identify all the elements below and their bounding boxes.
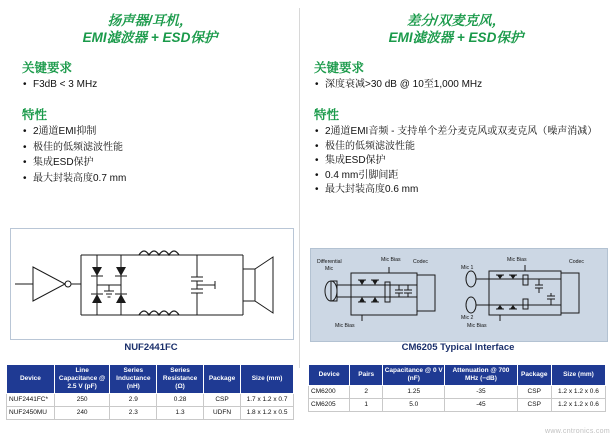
list-item: • 0.4 mm引脚间距: [314, 169, 604, 183]
cell-pairs: 2: [350, 386, 383, 399]
th-pairs: Pairs: [350, 365, 383, 386]
label-mic-bias-bottom: Mic Bias: [335, 323, 355, 329]
right-title: [300, 12, 612, 46]
cell-size: 1.2 x 1.2 x 0.6: [551, 399, 605, 412]
label-mic1: Mic 1: [461, 265, 474, 271]
cell-package: UDFN: [203, 407, 240, 420]
th-package: Package: [203, 365, 240, 394]
right-parameters-table: [308, 364, 606, 412]
left-key-heading: 关键要求: [22, 61, 73, 75]
th-series-resistance: Series Resistance (Ω): [157, 365, 204, 394]
th-size: Size (mm): [241, 365, 294, 394]
table-header-row: [309, 365, 606, 386]
right-key-requirements: [314, 58, 609, 94]
right-column: [300, 0, 612, 436]
th-capacitance: Capacitance @ 0 V (nF): [383, 365, 445, 386]
cell-series-inductance: 2.3: [110, 407, 157, 420]
th-device: Device: [309, 365, 350, 386]
right-diagram-caption: CM6205 Typical Interface: [401, 342, 515, 353]
cell-package: CSP: [517, 386, 551, 399]
th-device: Device: [7, 365, 55, 394]
right-features: [314, 105, 604, 198]
cell-device: NUF2441FC*: [7, 394, 55, 407]
label-mic2: Mic 2: [461, 315, 474, 321]
table-row: [7, 407, 294, 420]
nuf2441fc-schematic-svg: [11, 229, 291, 337]
cell-size: 1.7 x 1.2 x 0.7: [241, 394, 294, 407]
left-key-list: [22, 78, 292, 93]
label-mic-bias-top-2: Mic Bias: [507, 257, 527, 263]
th-size: Size (mm): [551, 365, 605, 386]
cell-line-capacitance: 250: [54, 394, 110, 407]
list-item: • 极佳的低频滤波性能: [22, 141, 292, 156]
left-column: [0, 0, 300, 436]
cell-device: CM6205: [309, 399, 350, 412]
list-item: • 最大封装高度0.6 mm: [314, 183, 604, 197]
left-parameters-table: [6, 364, 294, 420]
label-mic-bias-top: Mic Bias: [381, 257, 401, 263]
right-title-line2: EMI滤波器 + ESD保护: [388, 30, 524, 45]
cell-size: 1.2 x 1.2 x 0.6: [551, 386, 605, 399]
left-table-wrap: [6, 364, 294, 420]
right-feature-list: [314, 125, 604, 197]
table-row: [7, 394, 294, 407]
list-item: • 集成ESD保护: [22, 156, 292, 171]
left-title-line2: EMI滤波器 + ESD保护: [82, 30, 218, 45]
th-series-inductance: Series Inductance (nH): [110, 365, 157, 394]
cell-series-inductance: 2.9: [110, 394, 157, 407]
label-differential-mic-line1: Differential: [317, 259, 342, 265]
left-features: [22, 105, 292, 187]
cm6205-interface-svg: [311, 249, 605, 339]
cell-attenuation: -35: [445, 386, 517, 399]
list-item: • 最大封装高度0.7 mm: [22, 172, 292, 187]
cell-series-resistance: 1.3: [157, 407, 204, 420]
label-codec-left: Codec: [413, 259, 428, 265]
right-feature-heading: 特性: [314, 108, 340, 122]
cell-device: NUF2450MU: [7, 407, 55, 420]
left-feature-heading: 特性: [22, 108, 48, 122]
label-codec-right: Codec: [569, 259, 584, 265]
list-item: • 集成ESD保护: [314, 154, 604, 168]
list-item: • 2通道EMI音频 - 支持单个差分麦克风或双麦克风（噪声消减）: [314, 125, 604, 139]
left-title-line1: 扬声器/耳机，: [107, 13, 193, 28]
cell-capacitance: 5.0: [383, 399, 445, 412]
table-header-row: [7, 365, 294, 394]
th-line-capacitance: Line Capacitance @ 2.5 V (pF): [54, 365, 110, 394]
cell-pairs: 1: [350, 399, 383, 412]
left-part-name: NUF2441FC: [124, 342, 178, 353]
th-attenuation: Attenuation @ 700 MHz (−dB): [445, 365, 517, 386]
cell-attenuation: -45: [445, 399, 517, 412]
label-mic-bias-bottom-2: Mic Bias: [467, 323, 487, 329]
left-title: [0, 12, 300, 46]
watermark: www.cntronics.com: [544, 428, 610, 435]
cell-size: 1.8 x 1.2 x 0.5: [241, 407, 294, 420]
right-schematic: [310, 248, 608, 342]
left-key-requirements: [22, 58, 292, 94]
right-table-wrap: [308, 364, 606, 412]
right-title-line1: 差分/双麦克风，: [406, 13, 506, 28]
cell-device: CM6200: [309, 386, 350, 399]
list-item: • 深度衰减>30 dB @ 10至1,000 MHz: [314, 78, 609, 93]
cell-line-capacitance: 240: [54, 407, 110, 420]
cell-package: CSP: [517, 399, 551, 412]
table-row: [309, 399, 606, 412]
table-row: [309, 386, 606, 399]
right-key-list: [314, 78, 609, 93]
cell-capacitance: 1.25: [383, 386, 445, 399]
right-key-heading: 关键要求: [314, 61, 365, 75]
cell-package: CSP: [203, 394, 240, 407]
cell-series-resistance: 0.28: [157, 394, 204, 407]
list-item: • 2通道EMI抑制: [22, 125, 292, 140]
label-differential-mic-line2: Mic: [325, 266, 334, 272]
left-feature-list: [22, 125, 292, 186]
list-item: • F3dB < 3 MHz: [22, 78, 292, 93]
left-schematic: [10, 228, 294, 340]
list-item: • 极佳的低频滤波性能: [314, 140, 604, 154]
th-package: Package: [517, 365, 551, 386]
